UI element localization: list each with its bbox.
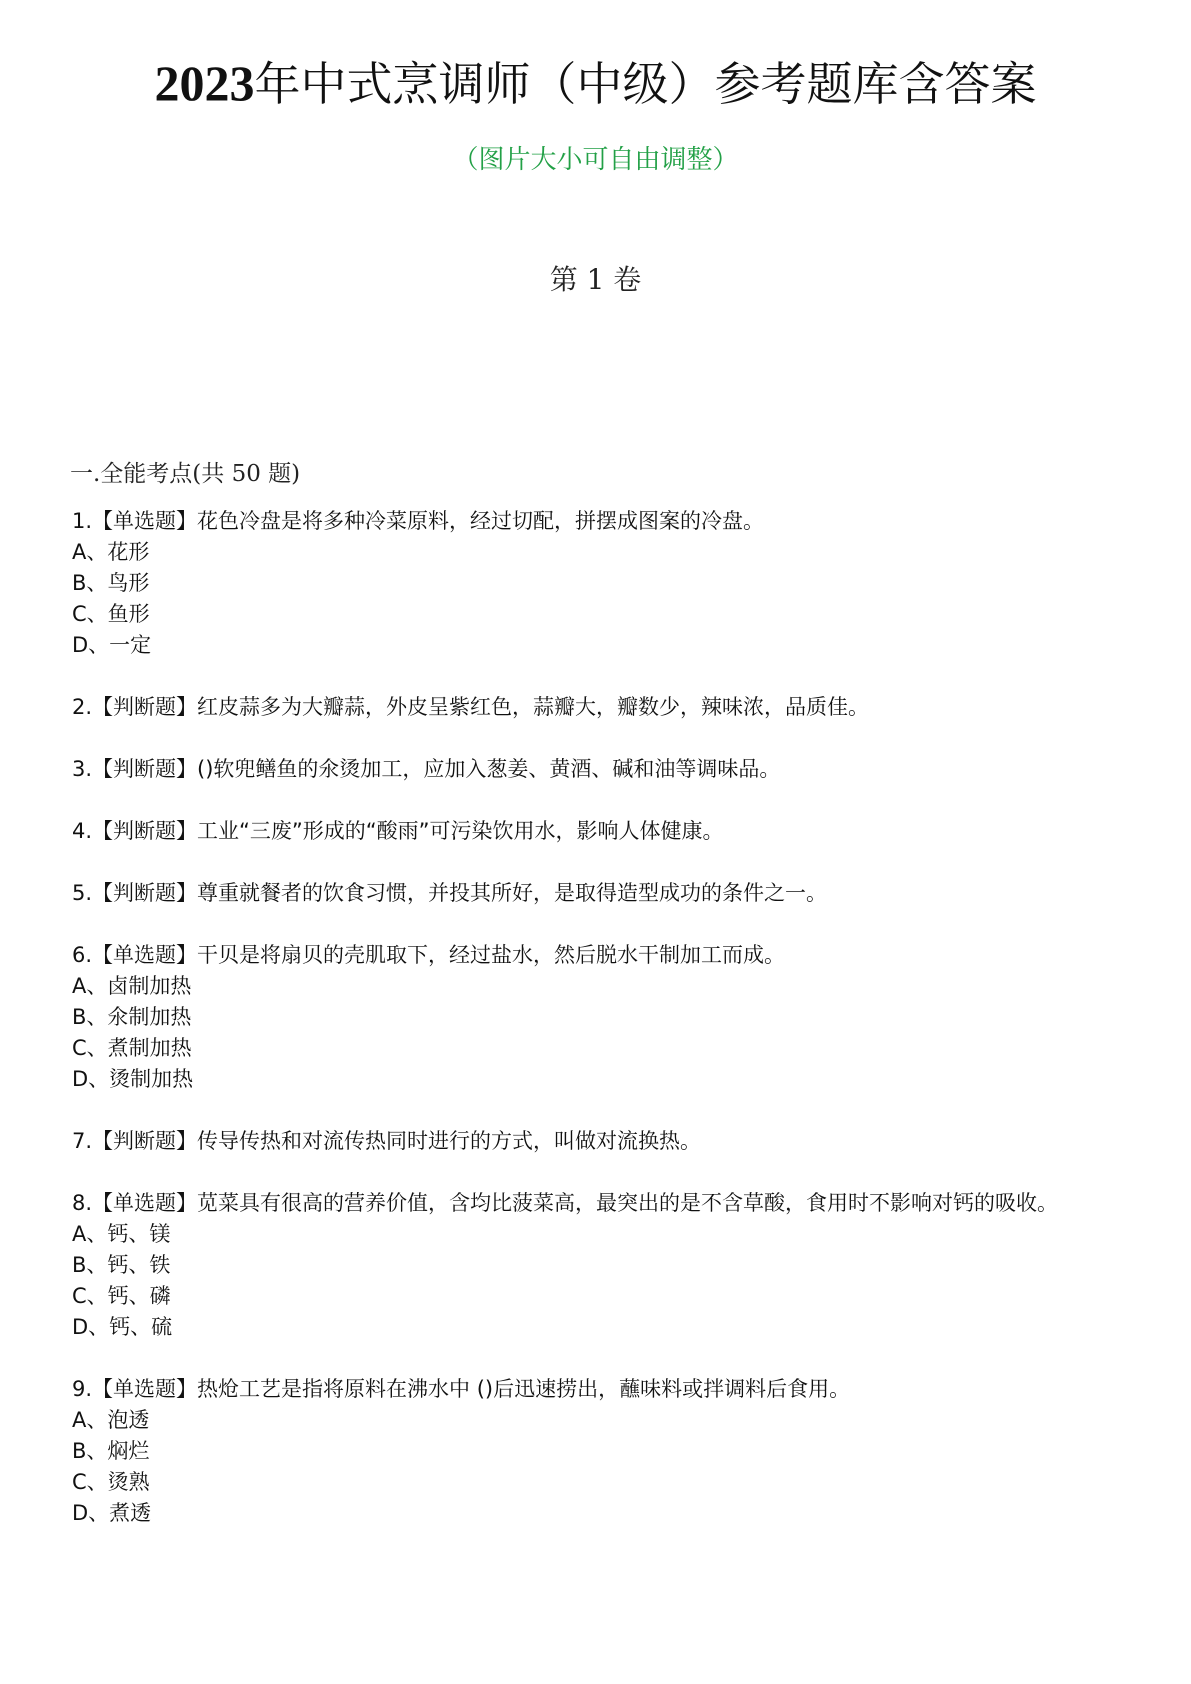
question-4 bbox=[72, 816, 1132, 847]
question-option: C、煮制加热 bbox=[72, 1036, 192, 1060]
volume-label: 第 1 卷 bbox=[549, 263, 642, 296]
question-6 bbox=[72, 940, 1132, 1095]
question-option: B、钙、铁 bbox=[72, 1253, 171, 1277]
question-option: C、鱼形 bbox=[72, 602, 150, 626]
question-option: D、一定 bbox=[72, 633, 152, 657]
question-option: A、泡透 bbox=[72, 1408, 150, 1432]
question-option: D、烫制加热 bbox=[72, 1067, 194, 1091]
document-title bbox=[0, 50, 1191, 117]
question-option: C、烫熟 bbox=[72, 1470, 150, 1494]
question-stem: 5.【判断题】尊重就餐者的饮食习惯，并投其所好，是取得造型成功的条件之一。 bbox=[72, 881, 828, 905]
question-stem: 7.【判断题】传导传热和对流传热同时进行的方式，叫做对流换热。 bbox=[72, 1129, 702, 1153]
question-stem: 3.【判断题】()软兜鳝鱼的氽烫加工，应加入葱姜、黄酒、碱和油等调味品。 bbox=[72, 757, 781, 781]
question-option: D、煮透 bbox=[72, 1501, 152, 1525]
question-stem: 8.【单选题】苋菜具有很高的营养价值，含均比菠菜高，最突出的是不含草酸，食用时不影响对钙的吸收。 bbox=[72, 1191, 1059, 1215]
question-7 bbox=[72, 1126, 1132, 1157]
question-option: B、鸟形 bbox=[72, 571, 150, 595]
question-stem: 1.【单选题】花色冷盘是将多种冷菜原料，经过切配，拼摆成图案的冷盘。 bbox=[72, 509, 765, 533]
title-year: 2023 bbox=[154, 55, 255, 111]
document-subtitle: （图片大小可自由调整） bbox=[452, 145, 739, 175]
question-option: B、氽制加热 bbox=[72, 1005, 192, 1029]
title-text: 年中式烹调师（中级）参考题库含答案 bbox=[254, 57, 1037, 111]
question-9 bbox=[72, 1374, 1132, 1529]
question-option: A、卤制加热 bbox=[72, 974, 192, 998]
section-heading: 一.全能考点(共 50 题) bbox=[70, 461, 301, 487]
question-option: B、焖烂 bbox=[72, 1439, 150, 1463]
question-option: A、花形 bbox=[72, 540, 150, 564]
question-1 bbox=[72, 506, 1132, 661]
question-8 bbox=[72, 1188, 1132, 1343]
question-2 bbox=[72, 692, 1132, 723]
question-option: C、钙、磷 bbox=[72, 1284, 171, 1308]
question-option: A、钙、镁 bbox=[72, 1222, 171, 1246]
question-stem: 2.【判断题】红皮蒜多为大瓣蒜，外皮呈紫红色，蒜瓣大，瓣数少，辣味浓，品质佳。 bbox=[72, 695, 870, 719]
question-stem: 9.【单选题】热炝工艺是指将原料在沸水中 ()后迅速捞出，蘸味料或拌调料后食用。 bbox=[72, 1377, 851, 1401]
question-stem: 6.【单选题】干贝是将扇贝的壳肌取下，经过盐水，然后脱水干制加工而成。 bbox=[72, 943, 786, 967]
question-stem: 4.【判断题】工业“三废”形成的“酸雨”可污染饮用水，影响人体健康。 bbox=[72, 819, 724, 843]
question-list bbox=[72, 506, 1132, 1560]
question-5 bbox=[72, 878, 1132, 909]
question-3 bbox=[72, 754, 1132, 785]
question-option: D、钙、硫 bbox=[72, 1315, 173, 1339]
